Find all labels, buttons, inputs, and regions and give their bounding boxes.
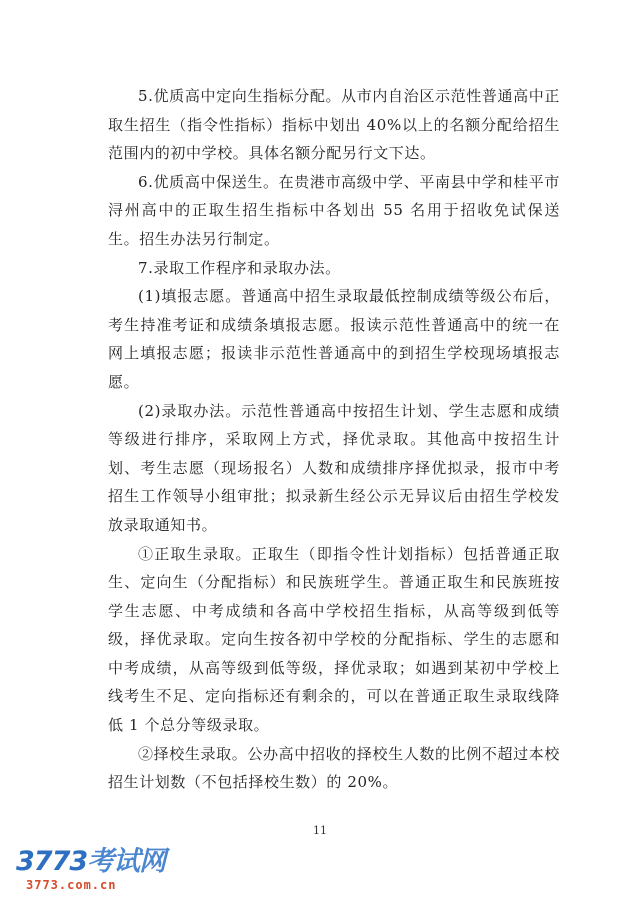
watermark-url: 3773.com.cn <box>26 878 117 892</box>
paragraph-fill-preferences: (1)填报志愿。普通高中招生录取最低控制成绩等级公布后，考生持准考证和成绩条填报志愿。报读示范性普通高中的统一在网上填报志愿；报读非示范性普通高中的到招生学校现场填报志愿。 <box>108 287 560 391</box>
paragraph-admission-method: (2)录取办法。示范性普通高中按招生计划、学生志愿和成绩等级进行排序，采取网上方式，择优录取。其他高中按招生计划、考生志愿（现场报名）人数和成绩排序择优拟录，报市中考招生工作领导小组审批；拟录新生经公示无异议后由招生学校发放录取通知书。 <box>108 401 560 534</box>
watermark-brand <box>16 846 165 878</box>
paragraph-recommended-students: 6.优质高中保送生。在贵港市高级中学、平南县中学和桂平市浔州高中的正取生招生指标中各划出 55 名用于招收免试保送生。招生办法另行制定。 <box>108 172 560 248</box>
watermark-digits: 3773 <box>16 846 88 877</box>
watermark-text: 考试网 <box>87 846 166 877</box>
document-body <box>108 82 560 797</box>
paragraph-admission-procedure-heading: 7.录取工作程序和录取办法。 <box>138 258 341 277</box>
page-number: 11 <box>313 824 327 837</box>
paragraph-quality-school-quota: 5.优质高中定向生指标分配。从市内自治区示范性普通高中正取生招生（指令性指标）指标中划出 40%以上的名额分配给招生范围内的初中学校。具体名额分配另行文下达。 <box>108 87 560 163</box>
paragraph-school-choice-admission: ②择校生录取。公办高中招收的择校生人数的比例不超过本校招生计划数（不包括择校生数）的 20%。 <box>108 744 560 792</box>
paragraph-regular-admission: ①正取生录取。正取生（即指令性计划指标）包括普通正取生、定向生（分配指标）和民族班学生。普通正取生和民族班按学生志愿、中考成绩和各高中学校招生指标，从高等级到低等级，择优录取。定向生按各初中学校的分配指标、学生的志愿和中考成绩，从高等级到低等级，择优录取；如遇到某初中学校上线考生不足、定向指标还有剩余的，可以在普通正取生录取线降低 1 个总分等级录取。 <box>108 544 560 735</box>
site-watermark-logo <box>16 846 206 896</box>
